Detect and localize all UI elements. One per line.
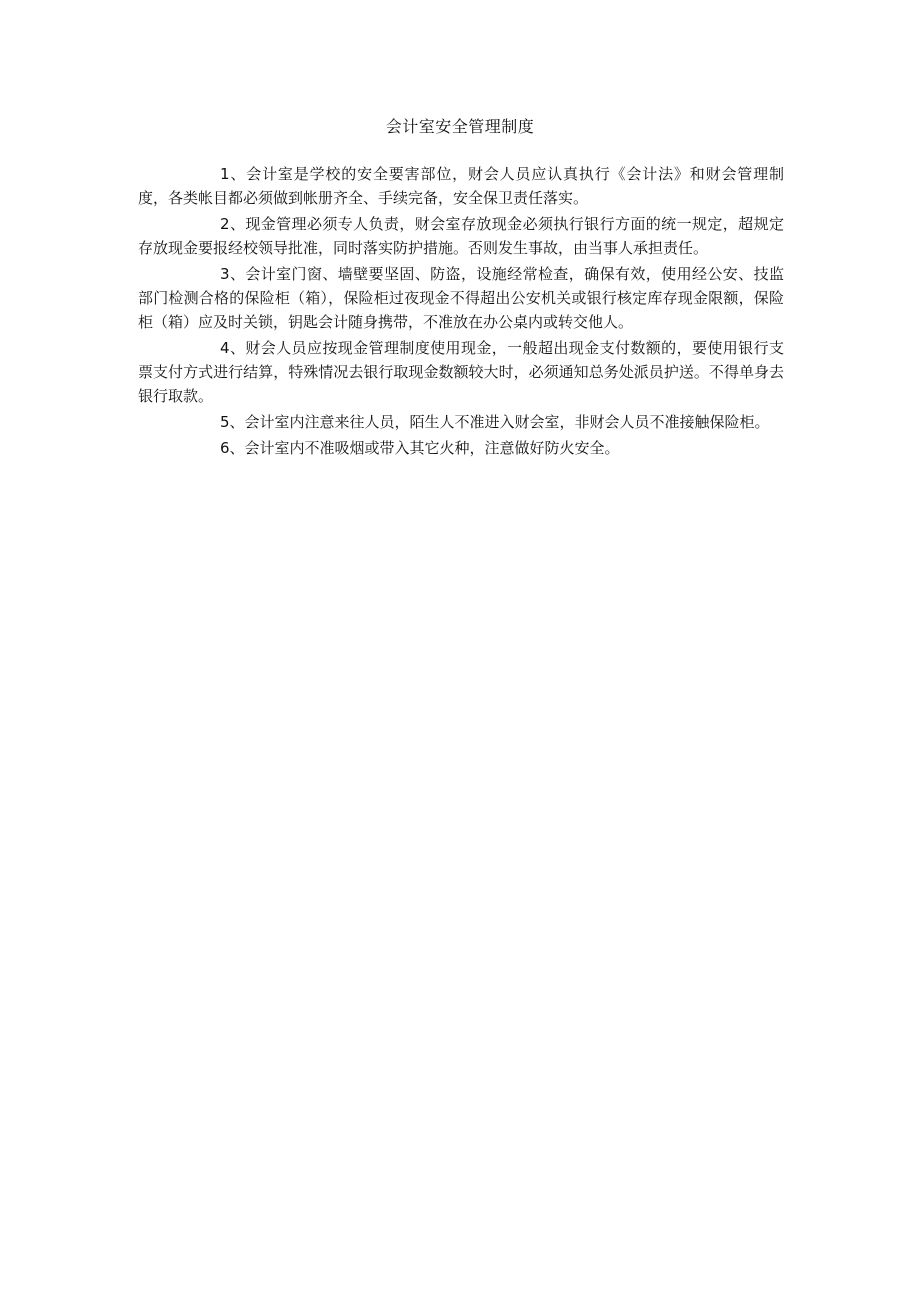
rule-paragraph-5: 5、会计室内注意来往人员，陌生人不准进入财会室，非财会人员不准接触保险柜。 (220, 413, 770, 431)
document-body (138, 162, 784, 462)
rule-paragraph-6: 6、会计室内不准吸烟或带入其它火种，注意做好防火安全。 (220, 439, 620, 457)
rule-paragraph-2: 2、现金管理必须专人负责，财会室存放现金必须执行银行方面的统一规定，超规定存放现金要报经校领导批准，同时落实防护措施。否则发生事故，由当事人承担责任。 (138, 215, 784, 257)
rule-paragraph-4: 4、财会人员应按现金管理制度使用现金，一般超出现金支付数额的，要使用银行支票支付方式进行结算，特殊情况去银行取现金数额较大时，必须通知总务处派员护送。不得单身去银行取款。 (138, 339, 784, 405)
rule-paragraph-1: 1、会计室是学校的安全要害部位，财会人员应认真执行《会计法》和财会管理制度，各类帐目都必须做到帐册齐全、手续完备，安全保卫责任落实。 (138, 165, 784, 207)
document-title: 会计室安全管理制度 (385, 117, 535, 136)
rule-paragraph-3: 3、会计室门窗、墙壁要坚固、防盗，设施经常检查，确保有效，使用经公安、技监部门检测合格的保险柜（箱），保险柜过夜现金不得超出公安机关或银行核定库存现金限额，保险柜（箱）应及时关锁，钥匙会计随身携带，不准放在办公桌内或转交他人。 (138, 265, 784, 331)
